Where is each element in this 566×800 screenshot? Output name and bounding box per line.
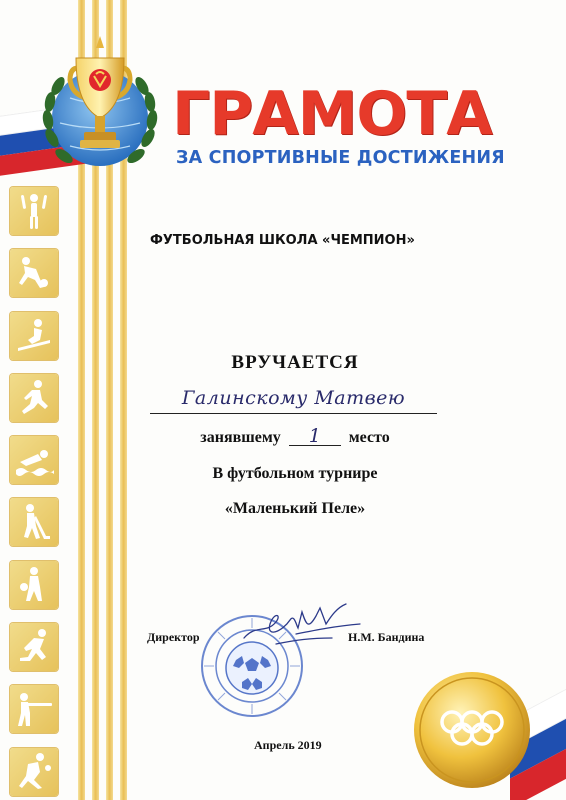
skiing-icon <box>10 312 58 360</box>
director-role-label: Директор <box>147 630 200 644</box>
sport-icons-column <box>10 187 62 800</box>
swimming-icon <box>10 436 58 484</box>
recipient-name: Галинскому Матвею <box>181 387 406 409</box>
shooting-icon <box>10 685 58 733</box>
place-prefix: занявшему <box>200 429 281 446</box>
volleyball-icon <box>10 748 58 796</box>
gold-medal-icon <box>408 664 548 800</box>
football-icon <box>10 249 58 297</box>
place-row <box>150 427 440 447</box>
certificate-title: ГРАМОТА <box>172 79 492 149</box>
recipient-name-line <box>150 387 437 414</box>
school-name: ФУТБОЛЬНАЯ ШКОЛА «ЧЕМПИОН» <box>150 233 415 248</box>
place-value: 1 <box>289 427 341 446</box>
gymnastics-icon <box>10 187 58 235</box>
certificate-subtitle: ЗА СПОРТИВНЫЕ ДОСТИЖЕНИЯ <box>176 148 505 168</box>
issue-date: Апрель 2019 <box>254 738 322 752</box>
hockey-icon <box>10 498 58 546</box>
event-line: В футбольном турнире <box>212 465 378 482</box>
event-name: «Маленький Пеле» <box>224 500 366 517</box>
director-name: Н.М. Бандина <box>348 630 425 644</box>
place-suffix: место <box>348 429 390 446</box>
sprint-icon <box>10 623 58 671</box>
running-icon <box>10 374 58 422</box>
basketball-icon <box>10 561 58 609</box>
awarded-label: ВРУЧАЕТСЯ <box>231 352 359 373</box>
director-signature-icon <box>236 594 366 654</box>
trophy-emblem-icon <box>30 28 170 188</box>
